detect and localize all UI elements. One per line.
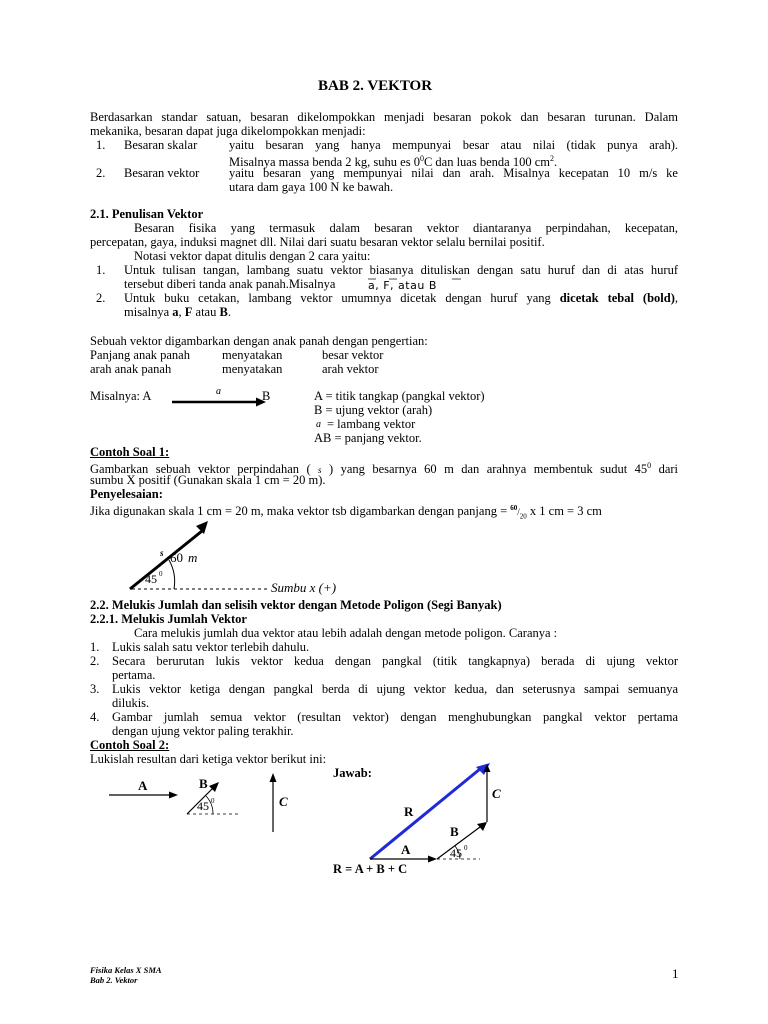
paragraph-line: Sebuah vektor digambarkan dengan anak panah dengan pengertian:: [90, 334, 428, 348]
label-b: B: [199, 776, 208, 791]
superscript: 0: [419, 154, 424, 163]
subsection-heading: 2.2.1. Melukis Jumlah Vektor: [90, 612, 247, 626]
list-item-num: 1.: [96, 138, 106, 152]
text: Untuk buku cetakan, lambang vektor umumnya dicetak dengan huruf yang: [124, 291, 551, 305]
list-item-text-2: [124, 305, 231, 319]
list-item-num: 2.: [96, 166, 106, 180]
footer-chapter: Bab 2. Vektor: [90, 975, 138, 985]
text: ,: [178, 305, 182, 319]
bold-symbol: F: [184, 305, 193, 319]
legend-item: = lambang vektor: [327, 417, 416, 431]
axis-label: Sumbu x (+): [271, 580, 337, 595]
list-item-text: Untuk tulisan tangan, lambang suatu vektor biasanya dituliskan dengan satu huruf dan di atas huruf: [124, 263, 678, 277]
footer-course: Fisika Kelas X SMA: [90, 965, 162, 975]
text: Gambarkan sebuah vektor perpindahan (: [90, 462, 311, 477]
label-c: C: [279, 794, 288, 809]
list-item-num: 2.: [90, 654, 100, 668]
paragraph-line: Cara melukis jumlah dua vektor atau lebih adalah dengan metode poligon. Caranya :: [134, 626, 558, 640]
list-item-text-2: pertama.: [112, 668, 156, 682]
vector-symbol: s: [318, 465, 322, 476]
text: .: [553, 155, 558, 170]
list-item-term: Besaran skalar: [124, 138, 198, 152]
table-cell: besar vektor: [322, 348, 384, 362]
vectors-abc-given: [105, 770, 305, 835]
list-item-text: Lukis salah satu vektor terlebih dahulu.: [112, 640, 310, 654]
polygon-resultant-diagram: [330, 760, 510, 865]
list-item-num: 4.: [90, 710, 100, 724]
label-c: C: [492, 786, 501, 801]
text: .: [227, 305, 231, 319]
text: misalnya: [124, 305, 170, 319]
legend-item: A = titik tangkap (pangkal vektor): [314, 389, 485, 403]
resultant-formula: R = A + B + C: [333, 862, 408, 876]
solution-label: Penyelesaian:: [90, 487, 163, 501]
text: Misalnya massa benda 2 kg, suhu es 0: [229, 155, 420, 170]
text: atau: [195, 305, 217, 319]
list-item-text-2: dengan ujung vektor paling terakhir.: [112, 724, 294, 738]
paragraph-line: Besaran fisika yang termasuk dalam besaran vektor diantaranya perpindahan, kecepatan,: [134, 221, 678, 235]
example-heading: Contoh Soal 1:: [90, 445, 170, 459]
superscript: 0: [647, 461, 652, 470]
solution-line: Jika digunakan skala 1 cm = 20 m, maka vektor tsb digambarkan dengan panjang = $^{60}/_{20}$ x 1 cm = 3 cm: [90, 504, 602, 521]
table-cell: menyatakan: [222, 348, 283, 362]
table-cell: arah vektor: [322, 362, 379, 376]
fraction-numerator: 60: [510, 504, 518, 512]
list-item-num: 1.: [90, 640, 100, 654]
label-r: R: [404, 804, 414, 819]
legend-item: AB = panjang vektor.: [314, 431, 422, 445]
paragraph-line: Notasi vektor dapat ditulis dengan 2 cara yaitu:: [134, 249, 371, 263]
answer-label: Jawab:: [333, 766, 372, 780]
list-item-num: 1.: [96, 263, 106, 277]
magnitude-unit: m: [188, 550, 198, 565]
label-a: A: [401, 842, 411, 857]
list-item-text: Secara berurutan lukis vektor kedua dengan pangkal (titik tangkapnya) berada di ujung vektor: [112, 654, 678, 668]
problem-line: Lukislah resultan dari ketiga vektor berikut ini:: [90, 752, 327, 766]
point-b-label: B: [262, 389, 271, 403]
intro-line-2: mekanika, besaran dapat juga dikelompokkan menjadi:: [90, 124, 366, 138]
list-item-num: 2.: [96, 291, 106, 305]
legend-item: B = ujung vektor (arah): [314, 403, 433, 417]
paragraph-line: percepatan, gaya, induksi magnet dll. Nilai dari suatu besaran vektor selalu bernilai positif.: [90, 235, 545, 249]
label-b: B: [450, 824, 459, 839]
list-item-desc: yaitu besaran yang hanya mempunyai besar atau nilai (tidak punya arah).: [229, 138, 678, 152]
text: ,: [674, 291, 678, 305]
intro-line-1: Berdasarkan standar satuan, besaran dikelompokkan menjadi besaran pokok dan besaran turunan. Dalam: [90, 110, 678, 124]
legend-symbol: a: [316, 419, 321, 430]
example-heading: Contoh Soal 2:: [90, 738, 170, 752]
angle-degree: 0: [159, 570, 163, 578]
list-item-text-2: tersebut diberi tanda anak panah.Misalnya: [124, 277, 336, 291]
vector-symbol: s: [160, 548, 164, 558]
table-cell: arah anak panah: [90, 362, 172, 376]
vector-notation-example: a, F, atau B: [368, 279, 437, 292]
emphasis: dicetak tebal (bold): [559, 291, 675, 305]
bold-symbol: B: [219, 305, 228, 319]
angle-label: 45: [197, 799, 209, 813]
example-label: Misalnya: A: [90, 389, 152, 403]
vector-ab-arrow: [172, 384, 266, 408]
fraction-denominator: 20: [519, 512, 527, 521]
list-item-desc-2: utara dam gaya 100 N ke bawah.: [229, 180, 394, 194]
text: C dan luas benda 100 cm: [423, 155, 550, 170]
angle-label: 45: [450, 846, 462, 860]
angle-degree: 0: [211, 797, 215, 805]
section-heading: 2.1. Penulisan Vektor: [90, 207, 204, 221]
table-cell: menyatakan: [222, 362, 283, 376]
list-item-text-2: dilukis.: [112, 696, 150, 710]
label-a: A: [138, 778, 148, 793]
text: Jika digunakan skala 1 cm = 20 m, maka vektor tsb digambarkan dengan panjang =: [90, 504, 508, 519]
problem-line: sumbu X positif (Gunakan skala 1 cm = 20 m).: [90, 473, 326, 487]
vector-diagram-example-1: [120, 516, 360, 598]
list-item-text: [124, 291, 678, 305]
magnitude-value: 60: [170, 550, 183, 565]
overarrow-marks: [366, 276, 486, 282]
angle-label: 45: [145, 572, 157, 586]
vector-symbol: a: [216, 386, 221, 397]
page-title: BAB 2. VEKTOR: [318, 78, 433, 94]
text: dari: [658, 462, 679, 477]
angle-degree: 0: [464, 844, 468, 852]
page-number: 1: [672, 966, 679, 981]
section-heading: 2.2. Melukis Jumlah dan selisih vektor dengan Metode Poligon (Segi Banyak): [90, 598, 502, 612]
list-item-text: Gambar jumlah semua vektor (resultan vektor) dengan menghubungkan pangkal vektor pertama: [112, 710, 678, 724]
text: ) yang besarnya 60 m dan arahnya membentuk sudut 45: [329, 462, 648, 477]
table-cell: Panjang anak panah: [90, 348, 190, 362]
bold-symbol: a: [172, 305, 179, 319]
list-item-term: Besaran vektor: [124, 166, 200, 180]
superscript: 2: [549, 154, 554, 163]
text: x 1 cm = 3 cm: [529, 504, 602, 519]
list-item-text: Lukis vektor ketiga dengan pangkal berda di ujung vektor kedua, dan seterusnya sampai semuanya: [112, 682, 678, 696]
list-item-num: 3.: [90, 682, 100, 696]
list-item-desc: yaitu besaran yang mempunyai nilai dan arah. Misalnya kecepatan 10 m/s ke: [229, 166, 678, 180]
